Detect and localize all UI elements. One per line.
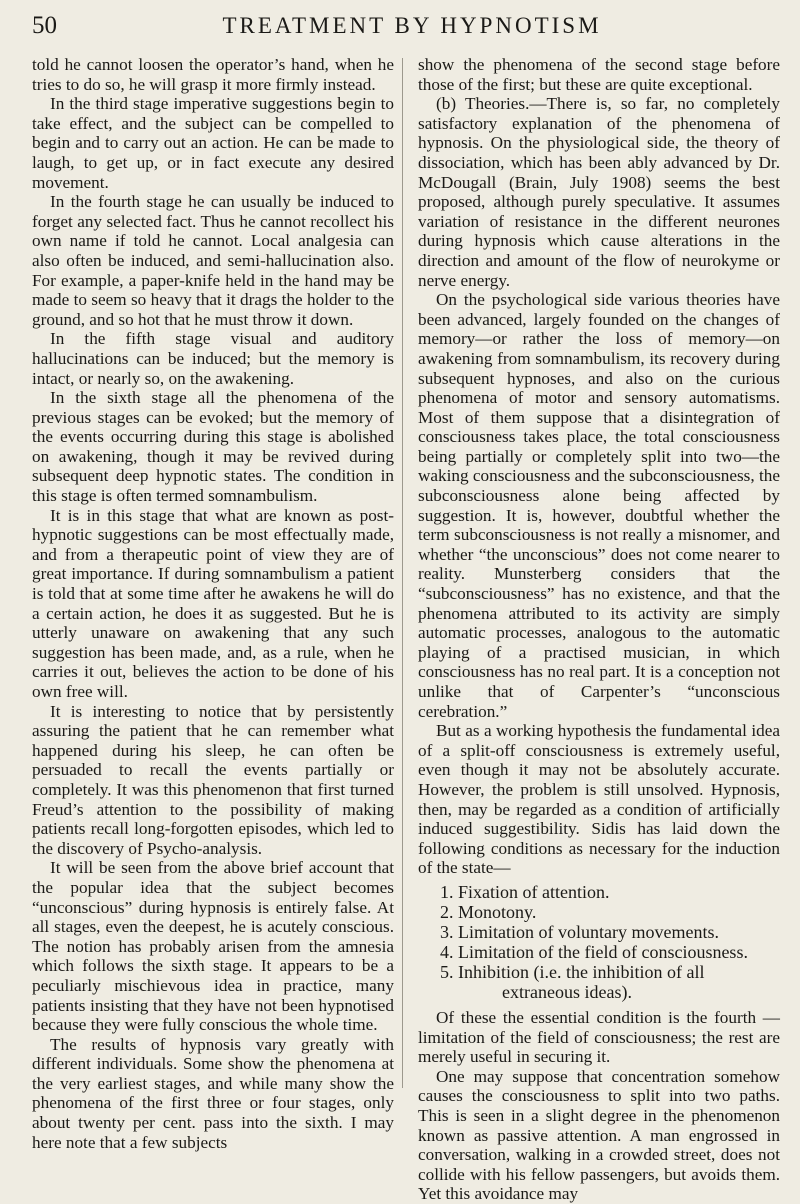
paragraph: show the phenomena of the second stage before those of the first; but these are quite exceptional. [418,55,780,94]
paragraph: It will be seen from the above brief account that the popular idea that the subject becomes “unconscious” during hypnosis is entirely false. At all stages, even the deepest, he is acutely conscious. The notion has probably arisen from the amnesia which follows the sixth stage. It appears to be a peculiarly mischievous idea in practice, many patients insisting that they have not been hypnotised because they were fully conscious the whole time. [32,858,394,1035]
page-header [32,6,782,46]
list-number: 5. [440,961,454,982]
list-item [436,882,780,902]
column-divider [402,58,403,1088]
paragraph: But as a working hypothesis the fundamental idea of a split-off consciousness is extremely useful, even though it may not be absolutely accurate. However, the problem is still unsolved. Hypnosis, then, may be regarded as a condition of artificially induced suggestibility. Sidis has laid down the following conditions as necessary for the induction of the state— [418,721,780,878]
paragraph-theories: (b) Theories.—There is, so far, no completely satisfactory explanation of the phenomena of hypnosis. On the physiological side, the theory of dissociation, which has been ably advanced by Dr. McDougall (Brain, July 1908) seems the best proposed, although purely speculative. It assumes variation of resistance in the different neurones during hypnosis which cause alterations in the direction and amount of the flow of neurokyme or nerve energy. [418,94,780,290]
paragraph: Of these the essential condition is the fourth —limitation of the field of consciousness; the rest are merely useful in securing it. [418,1007,780,1067]
list-text: Limitation of voluntary movements. [458,921,719,942]
paragraph: In the fourth stage he can usually be induced to forget any selected fact. Thus he cannot recollect his own name if told he cannot. Local analgesia can also often be induced, and semi-hallucination also. For example, a paper-knife held in the hand may be made to seem so heavy that it drags the holder to the ground, and so hot that he must throw it down. [32,192,394,329]
list-number: 4. [440,941,454,962]
list-item [436,942,780,962]
paragraph: In the third stage imperative suggestions begin to take effect, and the subject can be compelled to begin and to carry out an action. He can be made to laugh, to get up, or in fact execute any desired movement. [32,94,394,192]
left-column [32,55,394,1152]
paragraph: It is interesting to notice that by persistently assuring the patient that he can remember what happened during his sleep, he can often be persuaded to recall the events partially or completely. It was this phenomenon that first turned Freud’s attention to the possibility of making patients recall long-forgotten episodes, which led to the discovery of Psycho-analysis. [32,701,394,858]
conditions-list [418,882,780,1002]
list-item [436,922,780,942]
list-number: 1. [440,881,454,902]
list-item [436,902,780,922]
paragraph: One may suppose that concentration somehow causes the consciousness to split into two paths. This is seen in a slight degree in the phenomenon known as passive attention. A man engrossed in conversation, walking in a crowded street, does not collide with his fellow passengers, but avoids them. Yet this avoidance may [418,1066,780,1204]
paragraph: On the psychological side various theories have been advanced, largely founded on the changes of memory—or rather the loss of memory—on awakening from somnambulism, its recovery during subsequent hypnoses, and also on the curious phenomena of motor and sensory automatisms. Most of them suppose that a disintegration of consciousness takes place, the total consciousness being partially or completely split into two—the waking consciousness and the subconsciousness, the subconsciousness alone being affected by suggestion. It is, however, doubtful whether the term subconsciousness is not really a misnomer, and whether “the unconscious” does not come nearer to reality. Munsterberg considers that the “subconsciousness” has no existence, and that the phenomena attributed to its activity are simply automatic processes, analogous to the automatic playing of a practised musician, in which consciousness has no real part. It is a conception not unlike that of Carpenter’s “unconscious cerebration.” [418,290,780,721]
list-text-continued: extraneous ideas). [502,981,632,1002]
list-number: 3. [440,921,454,942]
list-text: Monotony. [458,901,537,922]
list-text: Inhibition (i.e. the inhibition of all [458,961,705,982]
list-text: Fixation of attention. [458,881,610,902]
page-number: 50 [32,12,57,39]
paragraph: In the sixth stage all the phenomena of the previous stages can be evoked; but the memory of the events occurring during this stage is abolished on awakening, though it may be revived during subsequent deep hypnotic states. The condition in this stage is often termed somnambulism. [32,388,394,506]
running-head: TREATMENT BY HYPNOTISM [222,13,602,38]
paragraph: In the fifth stage visual and auditory hallucinations can be induced; but the memory is intact, or nearly so, on the awakening. [32,329,394,388]
right-column [418,55,780,1204]
paragraph: The results of hypnosis vary greatly with different individuals. Some show the phenomena at the very earliest stages, and while many show the phenomena of the first three or four stages, only about twenty per cent. pass into the sixth. I may here note that a few subjects [32,1034,394,1152]
paragraph: It is in this stage that what are known as post-hypnotic suggestions can be most effectually made, and from a therapeutic point of view they are of great importance. If during somnambulism a patient is told that at some time after he awakens he will do a certain action, he does it as suggested. But he is utterly unaware on awakening that any such suggestion has been made, and, as a rule, when he carries it out, believes the action to be done of his own free will. [32,505,394,701]
paragraph: told he cannot loosen the operator’s hand, when he tries to do so, he will grasp it more firmly instead. [32,55,394,94]
list-number: 2. [440,901,454,922]
list-item [436,962,780,1002]
list-text: Limitation of the field of consciousness. [458,941,748,962]
